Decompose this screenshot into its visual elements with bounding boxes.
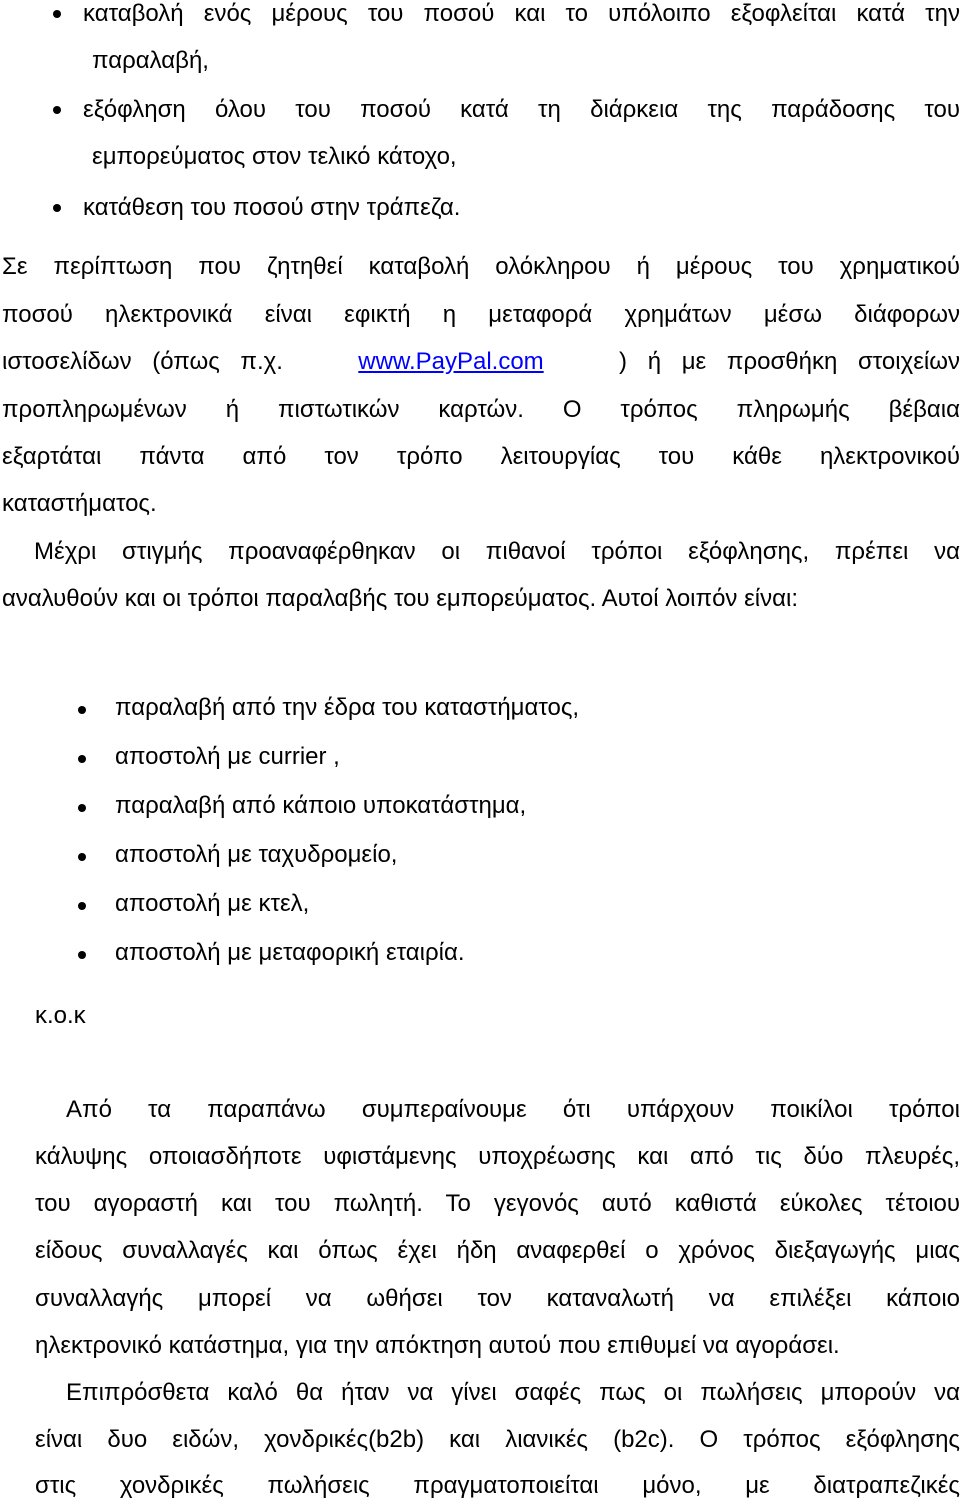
bullet-text: εξόφληση όλου του ποσού κατά τη διάρκεια της παράδοσης του — [83, 96, 960, 123]
etc-label: κ.ο.κ — [35, 1002, 86, 1029]
paragraph-text: ιστοσελίδων (όπως π.χ. — [2, 348, 304, 375]
bullet-icon — [53, 106, 61, 114]
bullet-icon — [78, 804, 86, 812]
paragraph-line: ποσού ηλεκτρονικά είναι εφικτή η μεταφορά χρημάτων μέσω διάφορων — [2, 301, 960, 328]
paragraph-line: Επιπρόσθετα καλό θα ήταν να γίνει σαφές πως οι πωλήσεις μπορούν να — [66, 1379, 960, 1406]
delivery-item: παραλαβή από κάποιο υποκατάστημα, — [115, 792, 527, 819]
paragraph-text: ) ή με προσθήκη στοιχείων — [598, 348, 960, 375]
paragraph-line: είδους συναλλαγές και όπως έχει ήδη αναφερθεί ο χρόνος διεξαγωγής μιας — [35, 1237, 960, 1264]
paragraph-line — [2, 342, 960, 382]
paypal-link[interactable]: www.PayPal.com — [358, 348, 544, 375]
paragraph-line: καταστήματος. — [2, 490, 157, 517]
paragraph-line: του αγοραστή και του πωλητή. Το γεγονός αυτό καθιστά εύκολες τέτοιου — [35, 1190, 960, 1217]
paragraph-line: Από τα παραπάνω συμπεραίνουμε ότι υπάρχουν ποικίλοι τρόποι — [66, 1096, 960, 1123]
bullet-icon — [78, 853, 86, 861]
bullet-icon — [78, 706, 86, 714]
paragraph-line: κάλυψης οποιασδήποτε υφιστάμενης υποχρέωσης και από τις δύο πλευρές, — [35, 1143, 960, 1170]
bullet-text: καταβολή ενός μέρους του ποσού και το υπόλοιπο εξοφλείται κατά την — [83, 0, 960, 27]
bullet-icon — [78, 902, 86, 910]
delivery-item: αποστολή με currier , — [115, 743, 340, 770]
delivery-item: αποστολή με μεταφορική εταιρία. — [115, 939, 465, 966]
bullet-text: εμπορεύματος στον τελικό κάτοχο, — [92, 143, 457, 170]
delivery-item: αποστολή με ταχυδρομείο, — [115, 841, 398, 868]
paragraph-line: Μέχρι στιγμής προαναφέρθηκαν οι πιθανοί τρόποι εξόφλησης, πρέπει να — [34, 538, 960, 565]
bullet-text: κατάθεση του ποσού στην τράπεζα. — [83, 194, 461, 221]
bullet-icon — [53, 10, 61, 18]
paragraph-line: είναι δυο ειδών, χονδρικές(b2b) και λιανικές (b2c). Ο τρόπος εξόφλησης — [35, 1426, 960, 1453]
delivery-item: αποστολή με κτελ, — [115, 890, 310, 917]
bullet-icon — [78, 951, 86, 959]
paragraph-line: συναλλαγής μπορεί να ωθήσει τον καταναλωτή να επιλέξει κάποιο — [35, 1285, 960, 1312]
paragraph-line: στις χονδρικές πωλήσεις πραγματοποιείται μόνο, με διατραπεζικές — [35, 1472, 960, 1499]
paragraph-line: ηλεκτρονικό κατάστημα, για την απόκτηση αυτού που επιθυμεί να αγοράσει. — [35, 1332, 840, 1359]
bullet-icon — [78, 755, 86, 763]
paragraph-line: αναλυθούν και οι τρόποι παραλαβής του εμπορεύματος. Αυτοί λοιπόν είναι: — [2, 585, 798, 612]
delivery-item: παραλαβή από την έδρα του καταστήματος, — [115, 694, 580, 721]
paragraph-line: Σε περίπτωση που ζητηθεί καταβολή ολόκληρου ή μέρους του χρηματικού — [2, 253, 960, 280]
paragraph-line: εξαρτάται πάντα από τον τρόπο λειτουργίας του κάθε ηλεκτρονικού — [2, 443, 960, 470]
paragraph-line: προπληρωμένων ή πιστωτικών καρτών. Ο τρόπος πληρωμής βέβαια — [2, 396, 960, 423]
bullet-text: παραλαβή, — [92, 47, 209, 74]
bullet-icon — [53, 204, 61, 212]
